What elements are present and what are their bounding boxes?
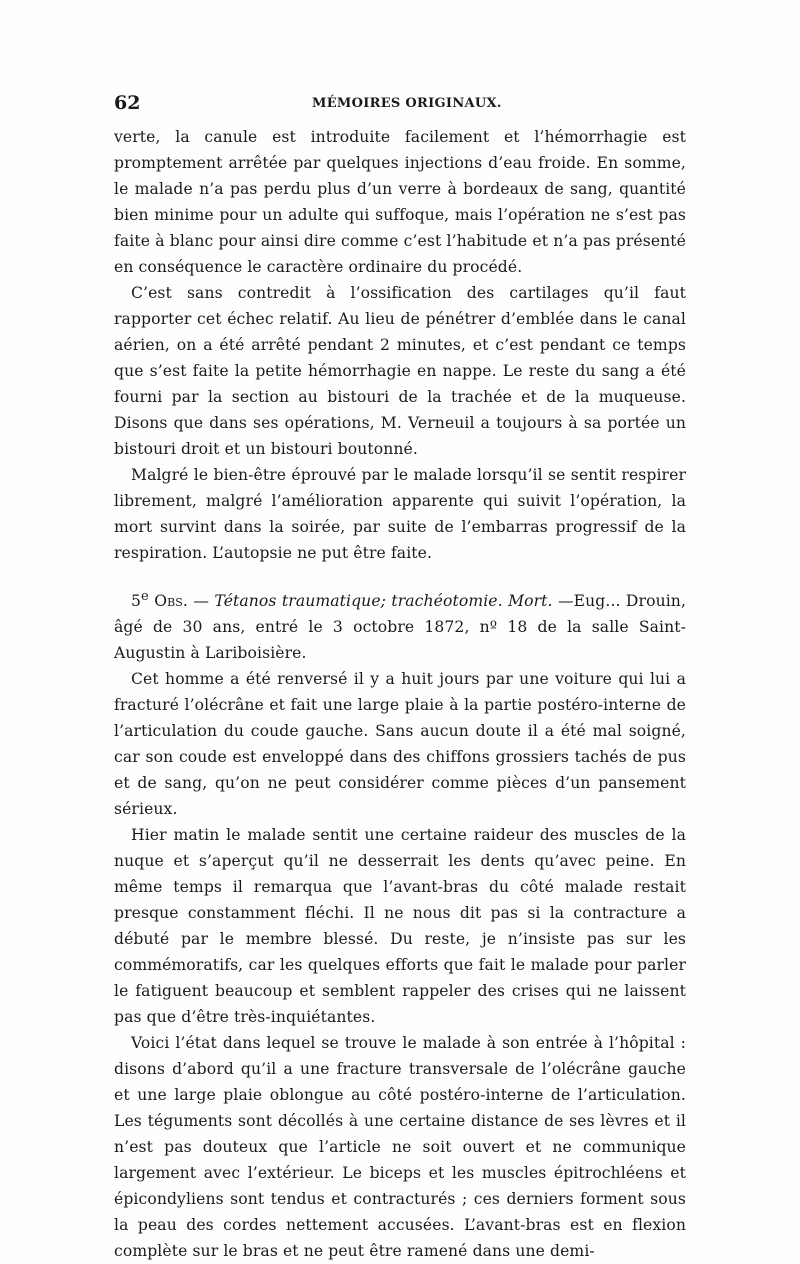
book-page <box>114 92 686 1264</box>
paragraph-history: Cet homme a été renversé il y a huit jours par une voiture qui lui a fracturé l’olécrâne et fait une large plaie à la partie postéro-interne de l’articulation du coude gauche. Sans aucun doute il a été mal soigné, car son coude est enveloppé dans des chiffons grossiers tachés de pus et de sang, qu’on ne peut considérer comme pièces d’un pansement sérieux. <box>114 670 686 819</box>
paragraph-admission-state: Voici l’état dans lequel se trouve le malade à son entrée à l’hôpital : disons d’abord qu’il a une fracture transversale de l’olécrâne gauche et une large plaie oblongue au côté postéro-interne de l’articulation. Les téguments sont décollés à une certaine distance de ses lèvres et il n’est pas douteux que l’article ne soit ouvert et ne communique largement avec l’extérieur. Le biceps et les muscles épitrochléens et épicondyliens sont tendus et contracturés ; ces derniers forment sous la peau des cordes nettement accusées. L’avant-bras est en flexion complète sur le bras et ne peut être ramené dans une demi- <box>114 1034 686 1261</box>
running-title: MÉMOIRES ORIGINAUX. <box>312 96 502 111</box>
observation-label: Obs. <box>154 592 188 611</box>
observation-number: 5 <box>131 592 142 611</box>
paragraph-ossification: C’est sans contredit à l’ossification des cartilages qu’il faut rapporter cet échec relatif. Au lieu de pénétrer d’emblée dans le canal aérien, on a été arrêté pendant 2 minutes, et c’est pendant ce temps que s’est faite la petite hémorrhagie en nappe. Le reste du sang a été fourni par la section au bistouri de la trachée et de la muqueuse. Disons que dans ses opérations, M. Verneuil a toujours à sa portée un bistouri droit et un bistouri boutonné. <box>114 284 686 458</box>
page-number: 62 <box>114 92 141 114</box>
observation-number-suffix: e <box>141 589 149 604</box>
body-text <box>114 124 686 1264</box>
observation-patient: —Eug... Drouin, âgé de 30 ans, entré le 3 octobre 1872, nº 18 de la salle Saint-Augustin à Lariboisière. <box>114 592 686 663</box>
paragraph-outcome: Malgré le bien-être éprouvé par le malade lorsqu’il se sentit respirer librement, malgré l’amélioration apparente qui suivit l’opération, la mort survint dans la soirée, par suite de l’embarras progressif de la respiration. L’autopsie ne put être faite. <box>114 466 686 562</box>
paragraph-symptoms: Hier matin le malade sentit une certaine raideur des muscles de la nuque et s’aperçut qu’il ne desserrait les dents qu’avec peine. En même temps il remarqua que l’avant-bras du côté malade restait presque constamment fléchi. Il ne nous dit pas si la contracture a débuté par le membre blessé. Du reste, je n’insiste pas sur les commémoratifs, car les quelques efforts que fait le malade pour parler le fatiguent beaucoup et semblent rappeler des crises qui ne laissent pas que d’être très-inquiétantes. <box>114 826 686 1027</box>
observation-dash: — <box>187 592 215 611</box>
observation-heading <box>114 584 686 666</box>
paragraph-continuation: verte, la canule est introduite facilement et l’hémorrhagie est promptement arrêtée par quelques injections d’eau froide. En somme, le malade n’a pas perdu plus d’un verre à bordeaux de sang, quantité bien minime pour un adulte qui suffoque, mais l’opération ne s’est pas faite à blanc pour ainsi dire comme c’est l’habitude et n’a pas présenté en conséquence le caractère ordinaire du procédé. <box>114 128 686 276</box>
observation-title: Tétanos traumatique; trachéotomie. Mort. <box>214 592 553 611</box>
page-header <box>114 92 686 116</box>
